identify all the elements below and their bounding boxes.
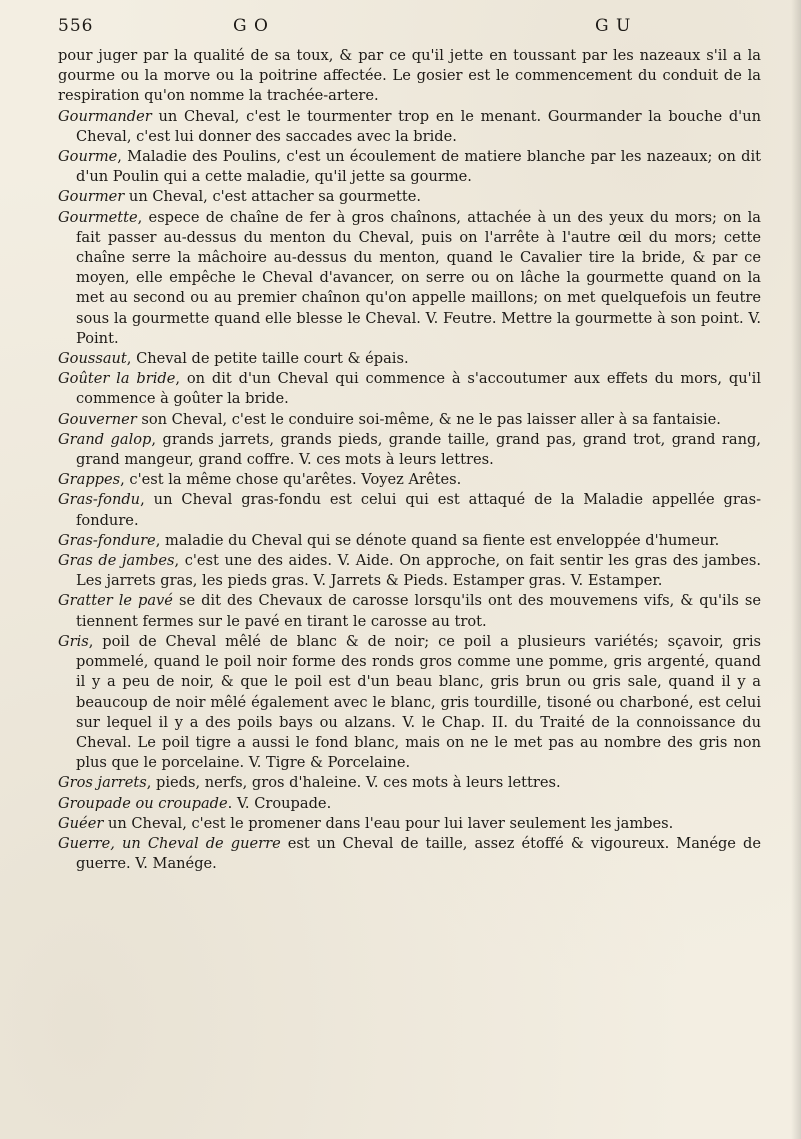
headword: Grand galop <box>58 430 152 448</box>
entry-gouter-la-bride <box>58 369 761 409</box>
headword: Gras-fondure <box>58 531 156 549</box>
entry-text: , maladie du Cheval qui se dénote quand sa fiente est enveloppée d'humeur. <box>155 531 720 549</box>
entry-text: , c'est une des aides. V. Aide. On approche, on fait sentir les gras des jambes. Les jarrets gras, les pieds gras. V. Jarrets & Pieds. Estamper gras. V. Estamper. <box>76 552 761 590</box>
entry-gueer <box>58 814 761 834</box>
headword: Gris <box>58 632 89 650</box>
entry-gouverner <box>58 410 761 430</box>
entry-text: , c'est la même chose qu'arêtes. Voyez Arêtes. <box>120 471 462 489</box>
headword: Gras-fondu <box>58 491 141 509</box>
entry-text: , un Cheval gras-fondu est celui qui est attaqué de la Maladie appellée gras-fondure. <box>76 491 761 529</box>
headword: Gourmette <box>58 208 138 226</box>
entry-text: , pieds, nerfs, gros d'haleine. V. ces mots à leurs lettres. <box>146 774 561 792</box>
headword: Gouverner <box>58 410 137 428</box>
entry-text: , Cheval de petite taille court & épais. <box>126 350 409 368</box>
entry-gourmander <box>58 107 761 147</box>
entry-gris <box>58 632 761 773</box>
headword: Gourmander <box>58 107 152 125</box>
entry-text: un Cheval, c'est attacher sa gourmette. <box>124 188 422 206</box>
headword: Guéer <box>58 814 104 832</box>
entry-gourmette <box>58 208 761 349</box>
entry-text: est un Cheval de taille, assez étoffé & vigoureux. Manége de guerre. V. Manége. <box>76 834 761 873</box>
entry-guerre <box>58 834 761 874</box>
dictionary-entries <box>58 46 761 874</box>
entry-gros-jarrets <box>58 773 761 793</box>
headword: Gourme <box>58 148 118 166</box>
headword: Grappes <box>58 471 121 489</box>
headword: Guerre, un Cheval de guerre <box>58 834 281 852</box>
entry-text: un Cheval, c'est le tourmenter trop en le menant. Gourmander la bouche d'un Cheval, c'est lui donner des saccades avec la bride. <box>76 107 761 145</box>
headword: Goussaut <box>58 350 127 368</box>
entry-gratter-le-pave <box>58 591 761 631</box>
entry-text: , grands jarrets, grands pieds, grande taille, grand pas, grand trot, grand rang, grand mangeur, grand coffre. V. ces mots à leurs lettres. <box>76 430 761 469</box>
entry-grappes <box>58 470 761 490</box>
running-head <box>58 16 761 46</box>
headword: Groupade ou croupade <box>58 794 228 812</box>
entry-text: , Maladie des Poulins, c'est un écoulement de matiere blanche par les nazeaux; on dit d'un Poulin qui a cette maladie, qu'il jette sa gourme. <box>76 148 761 186</box>
entry-text: son Cheval, c'est le conduire soi-même, & ne le pas laisser aller à sa fantaisie. <box>136 410 721 428</box>
entry-text: , poil de Cheval mêlé de blanc & de noir; ce poil a plusieurs variétés; sçavoir, gris pommelé, quand le poil noir forme des ronds gros comme une pomme, gris argenté, quand il y a peu de noir, & que le poil est d'un beau blanc, gris brun ou gris sale, quand il y a beaucoup de noir mêlé également avec le blanc, gris tourdille, tisoné ou charboné, est celui sur lequel il y a des poils bays ou alzans. V. le Chap. II. du Traité de la connoissance du Cheval. Le poil tigre a aussi le fond blanc, mais on ne le met pas au nombre des gris non plus que le porcelaine. V. Tigre & Porcelaine. <box>76 632 761 772</box>
headword: Gras de jambes <box>58 552 175 570</box>
entry-text: un Cheval, c'est le promener dans l'eau pour lui laver seulement les jambes. <box>103 814 674 832</box>
entry-grand-galop <box>58 430 761 470</box>
entry-text: , on dit d'un Cheval qui commence à s'accoutumer aux effets du mors, qu'il commence à goûter la bride. <box>76 370 761 408</box>
right-guide-word: G U <box>595 16 632 36</box>
headword: Gourmer <box>58 188 125 206</box>
entry-goussaut <box>58 349 761 369</box>
left-guide-word: G O <box>233 16 269 36</box>
entry-text: , espece de chaîne de fer à gros chaînons, attachée à un des yeux du mors; on la fait passer au-dessus du menton du Cheval, puis on l'arrête à l'autre œil du mors; cette chaîne serre la mâchoire au-dessus du menton, quand le Cavalier tire la bride, & par ce moyen, elle empêche le Cheval d'avancer, on serre ou on lâche la gourmette quand on la met au second ou au premier chaînon qu'on appelle maillons; on met quelquefois un feutre sous la gourmette quand elle blesse le Cheval. V. Feutre. Mettre la gourmette à son point. V. Point. <box>76 208 761 347</box>
entry-gras-fondu <box>58 490 761 530</box>
entry-text: se dit des Chevaux de carosse lorsqu'ils ont des mouvemens vifs, & qu'ils se tiennent fermes sur le pavé en tirant le carosse au trot. <box>76 592 761 630</box>
headword: Gratter le pavé <box>58 592 173 610</box>
entry-gourme <box>58 147 761 187</box>
entry-gras-de-jambes <box>58 551 761 591</box>
entry-groupade <box>58 794 761 814</box>
headword: Goûter la bride <box>58 370 176 388</box>
headword: Gros jarrets <box>58 774 147 792</box>
entry-gourmer <box>58 187 761 207</box>
page-number: 556 <box>58 16 94 36</box>
entry-text: . V. Croupade. <box>227 794 332 812</box>
entry-continuation: pour juger par la qualité de sa toux, & par ce qu'il jette en toussant par les nazeaux s'il a la gourme ou la morve ou la poitrine affectée. Le gosier est le commencement du conduit de la respiration qu'on nomme la trachée-artere. <box>58 47 761 105</box>
entry-gras-fondure <box>58 531 761 551</box>
